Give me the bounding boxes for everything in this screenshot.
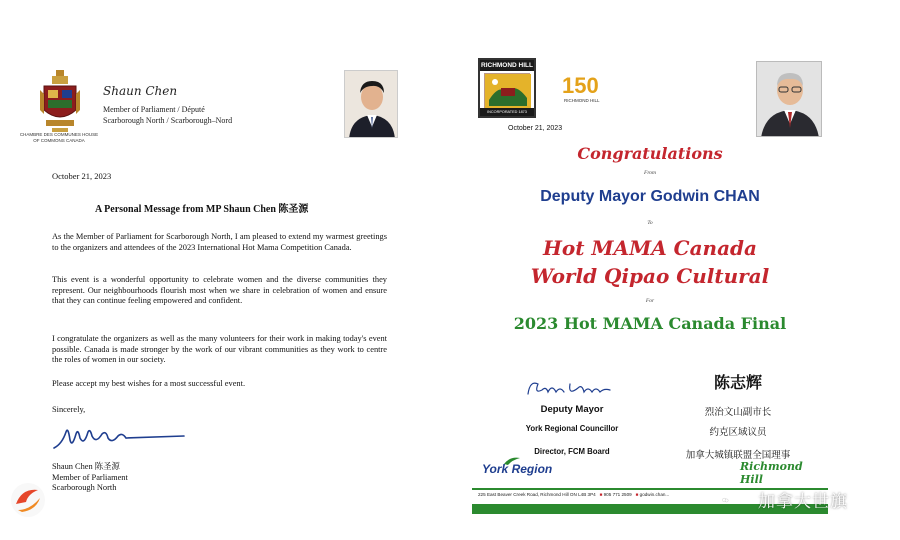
york-region-logo: York Region: [482, 462, 553, 476]
handwritten-signature-icon: [52, 422, 192, 452]
wechat-watermark-icon: [722, 488, 752, 512]
letter-closing: Sincerely,: [52, 405, 86, 414]
crest-caption: CHAMBRE DES COMMUNES HOUSE OF COMMONS CANADA: [19, 132, 99, 143]
letter-paragraph: Please accept my best wishes for a most successful event.: [52, 379, 246, 388]
event-line-2: World Qipao Cultural: [530, 264, 770, 288]
letter-subject: A Personal Message from MP Shaun Chen 陈圣源: [95, 204, 309, 215]
letter-date: October 21, 2023: [52, 171, 112, 181]
letter-paragraph: I congratulate the organizers as well as the many volunteers for their work in making today's event possible. Canada is made stronger by the work of our vibrant communities as they work to centre the roles of women in our society.: [52, 334, 387, 365]
event-title: [472, 234, 828, 290]
event-line-1: Hot MAMA Canada: [542, 236, 758, 260]
seal-top-text: RICHMOND HILL: [481, 62, 533, 69]
deputy-mayor-name: Deputy Mayor Godwin CHAN: [540, 188, 760, 205]
shaun-chen-photo: [344, 70, 398, 138]
watermark-text: 加拿大世旗: [758, 492, 848, 512]
house-of-commons-crest-icon: [38, 70, 82, 136]
seal-emblem-icon: [484, 73, 530, 109]
signatory-block: [52, 462, 128, 494]
richmond-hill-logo: Richmond Hill: [740, 460, 803, 486]
seal-bottom-text: INCORPORATED 1873: [480, 108, 534, 116]
chinese-role-1: 烈治文山副市长: [704, 407, 772, 418]
godwin-chan-signature-icon: [524, 376, 614, 400]
chinese-role-3: 加拿大城镇联盟全国理事: [685, 450, 791, 461]
title-line-1: Member of Parliament / Député: [103, 105, 205, 114]
godwin-chan-photo: [756, 61, 822, 137]
richmond-hill-seal: [478, 58, 536, 118]
signatory-riding: Scarborough North: [52, 483, 117, 493]
letterhead-signature: Shaun Chen: [103, 84, 178, 98]
role-deputy-mayor: Deputy Mayor: [540, 404, 604, 415]
title-line-2: Scarborough North / Scarborough–Nord: [103, 116, 233, 125]
anniversary-number: 150: [562, 73, 599, 98]
chinese-role-2: 约克区域议员: [709, 427, 767, 438]
letter-paragraph: As the Member of Parliament for Scarborough North, I am pleased to extend my warmest greetings to the organizers and attendees of the 2023 International Hot Mama Competition Canada.: [52, 232, 387, 252]
portrait-icon: [757, 62, 822, 137]
email-icon: ■: [635, 492, 639, 497]
final-event-title: 2023 Hot MAMA Canada Final: [513, 314, 787, 333]
signatory-title: Member of Parliament: [52, 472, 128, 482]
letter-paragraph: This event is a wonderful opportunity to celebrate women and the diverse communities they represent. Our neighbourhoods flourish most when we share in celebration of women and ensure that they can continue feeling empowered and confident.: [52, 275, 387, 306]
deputy-mayor-certificate: [472, 52, 828, 518]
phone-icon: ■: [599, 492, 603, 497]
certificate-date: October 21, 2023: [508, 125, 563, 132]
signatory-name: Shaun Chen 陈圣源: [52, 462, 120, 471]
to-label: To: [647, 220, 653, 226]
watermark-logo-icon: [8, 480, 48, 520]
from-label: From: [643, 170, 657, 176]
congratulations-heading: Congratulations: [577, 144, 723, 163]
footer-address: 225 East Beaver Creek Road, Richmond Hill ON L4B 3P4: [478, 492, 596, 497]
footer-phone: 905 771 2509: [603, 492, 632, 497]
chinese-name: 陈志辉: [713, 373, 762, 392]
portrait-icon: [345, 71, 398, 138]
footer-email: godwin.chan...: [639, 492, 670, 497]
role-fcm-director: Director, FCM Board: [534, 447, 610, 456]
letterhead-title: [103, 104, 232, 126]
anniversary-150-logo: [562, 74, 610, 110]
role-regional-councillor: York Regional Councillor: [525, 424, 619, 433]
anniversary-sub: RICHMOND HILL: [564, 98, 600, 103]
for-label: For: [645, 298, 655, 304]
